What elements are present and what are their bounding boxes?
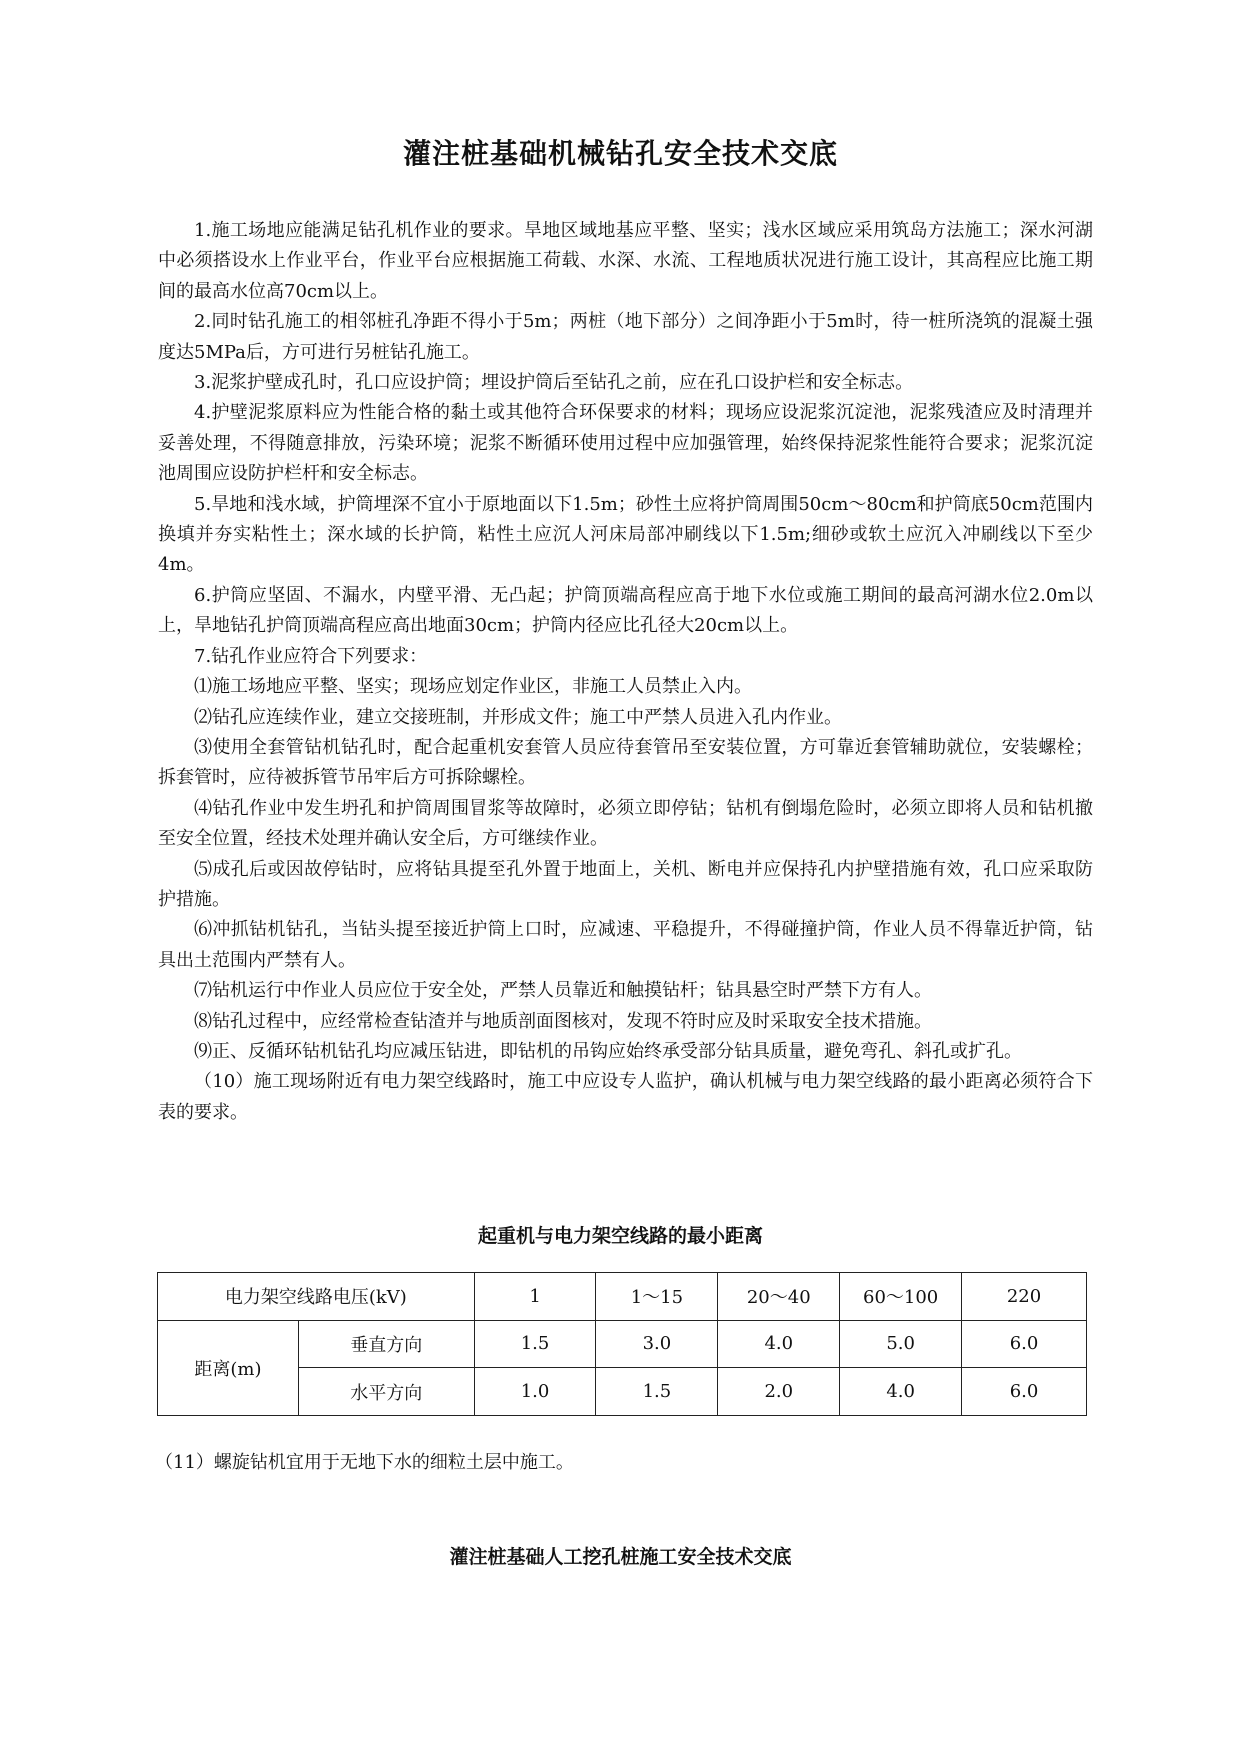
voltage-cell: 20～40 [718,1273,840,1321]
value-cell: 5.0 [840,1320,962,1368]
voltage-cell: 1 [474,1273,596,1321]
voltage-cell: 60～100 [840,1273,962,1321]
value-cell: 6.0 [962,1368,1087,1416]
voltage-header-cell: 电力架空线路电压(kV) [158,1273,475,1321]
document-title: 灌注桩基础机械钻孔安全技术交底 [402,137,838,170]
voltage-cell: 1～15 [596,1273,718,1321]
value-cell: 2.0 [718,1368,840,1416]
sub-item-2: ⑵钻孔应连续作业，建立交接班制，并形成文件；施工中严禁人员进入孔内作业。 [194,706,842,728]
paragraph-4: 4.护壁泥浆原料应为性能合格的黏土或其他符合环保要求的材料；现场应设泥浆沉淀池，泥浆残渣应及时清理并妥善处理，不得随意排放，污染环境；泥浆不断循环使用过程中应加强管理，始终保持泥浆性能符合要求；泥浆沉淀池周围应设防护栏杆和安全标志。 [158,402,1093,485]
value-cell: 4.0 [718,1320,840,1368]
sub-item-9: ⑼正、反循环钻机钻孔均应减压钻进，即钻机的吊钩应始终承受部分钻具质量，避免弯孔、斜孔或扩孔。 [194,1040,1022,1062]
sub-item-4: ⑷钻孔作业中发生坍孔和护筒周围冒浆等故障时，必须立即停钻；钻机有倒塌危险时，必须立即将人员和钻机撤至安全位置，经技术处理并确认安全后，方可继续作业。 [158,797,1093,850]
paragraph-7: 7.钻孔作业应符合下列要求： [194,645,428,667]
value-cell: 3.0 [596,1320,718,1368]
sub-item-5: ⑸成孔后或因故停钻时，应将钻具提至孔外置于地面上，关机、断电并应保持孔内护壁措施有效，孔口应采取防护措施。 [158,858,1093,910]
sub-item-6: ⑹冲抓钻机钻孔，当钻头提至接近护筒上口时，应减速、平稳提升，不得碰撞护筒，作业人员不得靠近护筒，钻具出土范围内严禁有人。 [158,919,1093,971]
sub-item-7: ⑺钻机运行中作业人员应位于安全处，严禁人员靠近和触摸钻杆；钻具悬空时严禁下方有人。 [194,980,932,1002]
value-cell: 4.0 [840,1368,962,1416]
distance-label-cell: 距离(m) [158,1320,299,1415]
direction-cell: 垂直方向 [298,1320,474,1368]
paragraph-1: 1.施工场地应能满足钻孔机作业的要求。旱地区域地基应平整、坚实；浅水区域应采用筑岛方法施工；深水河湖中必须搭设水上作业平台，作业平台应根据施工荷载、水深、水流、工程地质状况进行施工设计，其高程应比施工期间的最高水位高70cm以上。 [158,220,1093,302]
note-item-11: （11）螺旋钻机宜用于无地下水的细粒土层中施工。 [155,1452,574,1473]
table-row [158,1320,1087,1368]
paragraph-6: 6.护筒应坚固、不漏水，内壁平滑、无凸起；护筒顶端高程应高于地下水位或施工期间的最高河湖水位2.0m以上，旱地钻孔护筒顶端高程应高出地面30cm；护筒内径应比孔径大20cm以上。 [158,584,1093,637]
document-body [158,216,1093,1128]
sub-item-8: ⑻钻孔过程中，应经常检查钻渣并与地质剖面图核对，发现不符时应及时采取安全技术措施。 [194,1010,932,1032]
sub-item-10: （10）施工现场附近有电力架空线路时，施工中应设专人监护，确认机械与电力架空线路的最小距离必须符合下表的要求。 [158,1071,1093,1123]
next-section-title: 灌注桩基础人工挖孔桩施工安全技术交底 [449,1546,792,1568]
paragraph-5: 5.旱地和浅水域，护筒埋深不宜小于原地面以下1.5m；砂性土应将护筒周围50cm～80cm和护筒底50cm范围内换填并夯实粘性土；深水域的长护筒，粘性土应沉人河床局部冲刷线以下1.5m;细砂或软土应沉入冲刷线以下至少4m。 [158,493,1093,576]
direction-cell: 水平方向 [298,1368,474,1416]
value-cell: 1.5 [474,1320,596,1368]
value-cell: 6.0 [962,1320,1087,1368]
paragraph-3: 3.泥浆护壁成孔时，孔口应设护筒；埋设护筒后至钻孔之前，应在孔口设护栏和安全标志。 [194,372,914,394]
table-title: 起重机与电力架空线路的最小距离 [477,1225,763,1247]
value-cell: 1.0 [474,1368,596,1416]
distance-table [157,1272,1087,1416]
voltage-cell: 220 [962,1273,1087,1321]
sub-item-3: ⑶使用全套管钻机钻孔时，配合起重机安套管人员应待套管吊至安装位置，方可靠近套管辅助就位，安装螺栓；拆套管时，应待被拆管节吊牢后方可拆除螺栓。 [158,736,1093,789]
paragraph-2: 2.同时钻孔施工的相邻桩孔净距不得小于5m；两桩（地下部分）之间净距小于5m时，待一桩所浇筑的混凝土强度达5MPa后，方可进行另桩钻孔施工。 [158,311,1093,363]
table-header-row [158,1273,1087,1321]
value-cell: 1.5 [596,1368,718,1416]
sub-item-1: ⑴施工场地应平整、坚实；现场应划定作业区，非施工人员禁止入内。 [194,676,752,698]
